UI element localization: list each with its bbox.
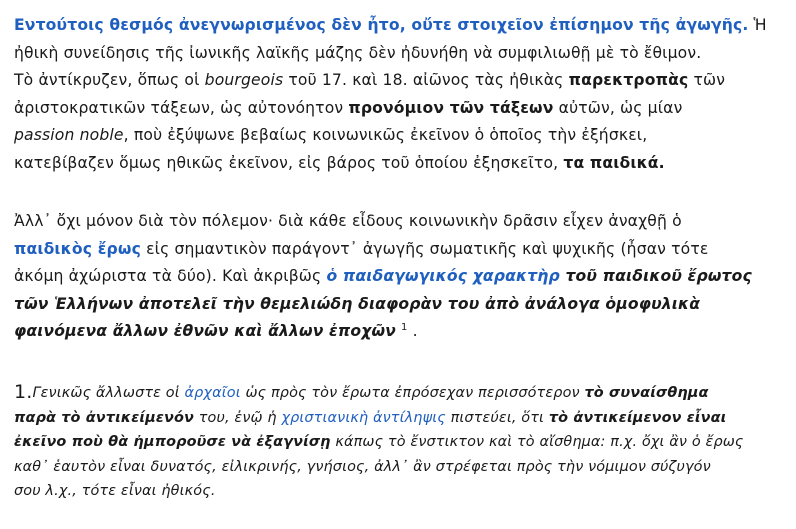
paragraph-1 xyxy=(14,12,784,178)
text-run: κατεβίβαζεν ὅμως ηθικῶς ἐκεῖνον, εἰς βάρος τοῦ ὁποίου ἐξησκεῖτο, xyxy=(14,153,564,172)
footnote-line-3 xyxy=(14,430,784,455)
paragraph-2-line-5 xyxy=(14,318,784,346)
bold-italic-text: τοῦ παιδικοῦ ἔρωτος xyxy=(559,267,752,286)
bold-term: τα παιδικά. xyxy=(563,153,665,172)
paragraph-2-line-4: τῶν Ἑλλήνων ἀποτελεῖ τὴν θεμελιώδη διαφορὰν του ἀπὸ ἀνάλογα ὁμοφυλικὰ xyxy=(14,294,701,313)
text-run: τοῦ 17. καὶ 18. αἰῶνος τὰς ἠθικὰς xyxy=(283,71,569,90)
bold-italic-text: φαινόμενα ἄλλων ἐθνῶν καὶ ἄλλων ἐποχῶν xyxy=(14,322,396,341)
text-run: ἀριστοκρατικῶν τάξεων, ὡς αὐτονόητον xyxy=(14,98,349,117)
link-archaioi[interactable]: ἀρχαῖοι xyxy=(184,385,241,401)
text-run: αὐτῶν, ὡς μίαν xyxy=(553,98,683,117)
text-run: Ἡ xyxy=(748,16,767,34)
footnote-line-1 xyxy=(14,380,784,406)
footnote-1 xyxy=(14,380,784,504)
link-christianiki-antilipsis[interactable]: χριστιανικὴ ἀντίληψις xyxy=(281,409,446,426)
text-run: ἀκόμη ἀχώριστα τὰ δύο). Καὶ ἀκριβῶς xyxy=(14,267,327,286)
footnote-line-2 xyxy=(14,406,784,431)
text-run: ὡς πρὸς τὸν ἔρωτα ἐπρόσεχαν περισσότερον xyxy=(240,385,585,401)
text-run: εἰς σημαντικὸν παράγοντ᾽ ἀγωγῆς σωματικῆς καὶ ψυχικῆς (ἦσαν τότε xyxy=(140,239,709,258)
text-run: . xyxy=(407,322,418,341)
paragraph-1-line-4 xyxy=(14,95,784,123)
paragraph-2 xyxy=(14,208,784,346)
text-run: κάπως τὸ ἔνστικτον καὶ τὸ αἴσθημα: π.χ. ὄχι ἂν ὁ ἔρως xyxy=(330,434,744,450)
bold-term: προνόμιον τῶν τάξεων xyxy=(348,98,554,117)
highlighted-phrase: Εντούτοις θεσμός ἀνεγνωρισμένος δὲν ἦτο, οὔτε στοιχεῖον ἐπίσημον τῆς ἀγωγῆς. xyxy=(14,16,749,34)
link-paidikos-eros[interactable]: παιδικὸς ἔρως xyxy=(14,239,141,258)
text-run: Τὸ ἀντίκρυζεν, ὅπως οἱ xyxy=(14,71,205,90)
link-paidagogikos-charaktir[interactable]: ὁ παιδαγωγικός χαρακτὴρ xyxy=(326,267,560,286)
paragraph-2-line-1: Ἀλλ᾽ ὄχι μόνον διὰ τὸν πόλεμον· διὰ κάθε εἶδους κοινωνικὴν δρᾶσιν εἶχεν ἀναχθῇ ὁ xyxy=(14,212,682,230)
footnote-line-4: καθ᾽ ἑαυτὸν εἶναι δυνατός, εἰλικρινής, γνήσιος, ἀλλ᾽ ἂν στρέφεται πρὸς τὴν νόμιμον σύζυγόν xyxy=(14,458,711,475)
italic-term-bourgeois: bourgeois xyxy=(204,71,284,90)
footnote-number: 1. xyxy=(14,381,33,403)
text-run: τῶν xyxy=(688,71,726,90)
paragraph-1-line-2: ἠθικὴ συνείδησις τῆς ἰωνικῆς λαϊκῆς μάζης δὲν ἠδυνήθη νὰ συμφιλιωθῇ μὲ τὸ ἔθιμον. xyxy=(14,43,702,62)
bold-term: ἐκεῖνο ποὺ θὰ ἠμποροῦσε νὰ ἐξαγνίσῃ xyxy=(14,434,331,450)
paragraph-2-line-2 xyxy=(14,236,784,264)
text-run: , ποὺ ἐξύψωνε βεβαίως κοινωνικῶς ἐκεῖνον ὁ ὁποῖος τὴν ἐξήσκει, xyxy=(123,126,648,145)
paragraph-1-line-1 xyxy=(14,12,784,40)
text-run: Γενικῶς ἄλλωστε οἱ xyxy=(32,385,185,401)
bold-term: τὸ συναίσθημα xyxy=(584,385,709,401)
paragraph-1-line-3 xyxy=(14,67,784,95)
paragraph-1-line-6 xyxy=(14,150,784,178)
paragraph-2-line-3 xyxy=(14,263,784,291)
footnote-reference[interactable]: 1 xyxy=(401,322,408,334)
footnote-line-5: σου λ.χ., τότε εἶναι ἠθικός. xyxy=(14,483,216,499)
bold-term: παρὰ τὸ ἀντικείμενόν xyxy=(14,409,194,426)
italic-term-passion-noble: passion noble xyxy=(14,126,124,145)
text-run: του, ἐνῷ ἡ xyxy=(193,409,282,426)
text-run: πιστεύει, ὅτι xyxy=(445,409,549,426)
bold-term: παρεκτροπὰς xyxy=(568,71,689,90)
paragraph-1-line-5 xyxy=(14,122,784,150)
bold-term: τὸ ἀντικείμενον εἶναι xyxy=(548,409,727,426)
